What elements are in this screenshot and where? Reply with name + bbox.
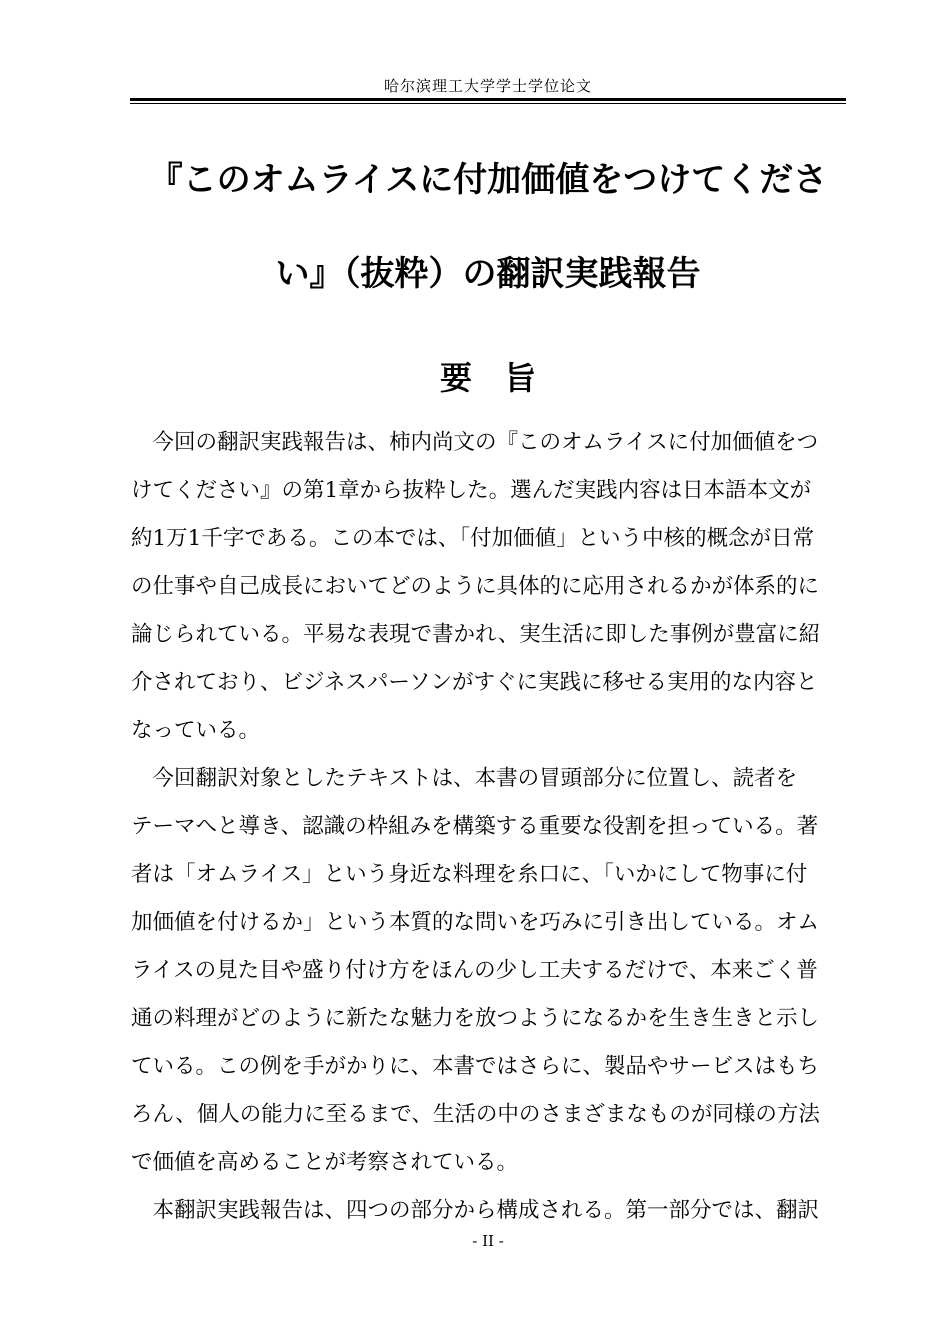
abstract-line: 通の料理がどのように新たな魅力を放つようになるかを生き生きと示し [131, 1006, 820, 1031]
abstract-line: の仕事や自己成長においてどのように具体的に応用されるかが体系的に [131, 574, 820, 599]
document-title-line-1: 『このオムライスに付加価値をつけてくださ [148, 160, 828, 200]
header-rule-thin [130, 103, 846, 104]
abstract-line: 今回の翻訳実践報告は、柿内尚文の『このオムライスに付加価値をつ [131, 430, 819, 455]
abstract-line: 者は「オムライス」という身近な料理を糸口に、「いかにして物事に付 [131, 862, 808, 887]
header-rule-thick [130, 98, 846, 101]
abstract-heading: 要 旨 [439, 359, 536, 397]
page-number: - II - [472, 1232, 504, 1250]
abstract-line: なっている。 [131, 718, 261, 743]
document-title-line-2: い』（抜粋）の翻訳実践報告 [275, 254, 701, 294]
abstract-line: 加価値を付けるか」という本質的な問いを巧みに引き出している。オム [131, 910, 820, 935]
running-header: 哈尔滨理工大学学士学位论文 [383, 77, 592, 95]
abstract-line: 約1万1千字である。この本では、「付加価値」という中核的概念が日常 [131, 526, 815, 551]
abstract-line: ろん、個人の能力に至るまで、生活の中のさまざまなものが同様の方法 [131, 1102, 820, 1127]
abstract-line: 本翻訳実践報告は、四つの部分から構成される。第一部分では、翻訳 [131, 1198, 820, 1223]
abstract-line: けてください』の第1章から抜粋した。選んだ実践内容は日本語本文が [131, 478, 812, 503]
abstract-line: ている。この例を手がかりに、本書ではさらに、製品やサービスはもち [131, 1054, 820, 1079]
abstract-line: テーマへと導き、認識の枠組みを構築する重要な役割を担っている。著 [131, 814, 819, 839]
abstract-line: 介されており、ビジネスパーソンがすぐに実践に移せる実用的な内容と [131, 670, 818, 695]
abstract-line: ライスの見た目や盛り付け方をほんの少し工夫するだけで、本来ごく普 [131, 958, 818, 983]
abstract-line: 論じられている。平易な表現で書かれ、実生活に即した事例が豊富に紹 [131, 622, 821, 647]
abstract-line: で価値を高めることが考察されている。 [131, 1150, 519, 1175]
abstract-line: 今回翻訳対象としたテキストは、本書の冒頭部分に位置し、読者を [131, 766, 798, 791]
